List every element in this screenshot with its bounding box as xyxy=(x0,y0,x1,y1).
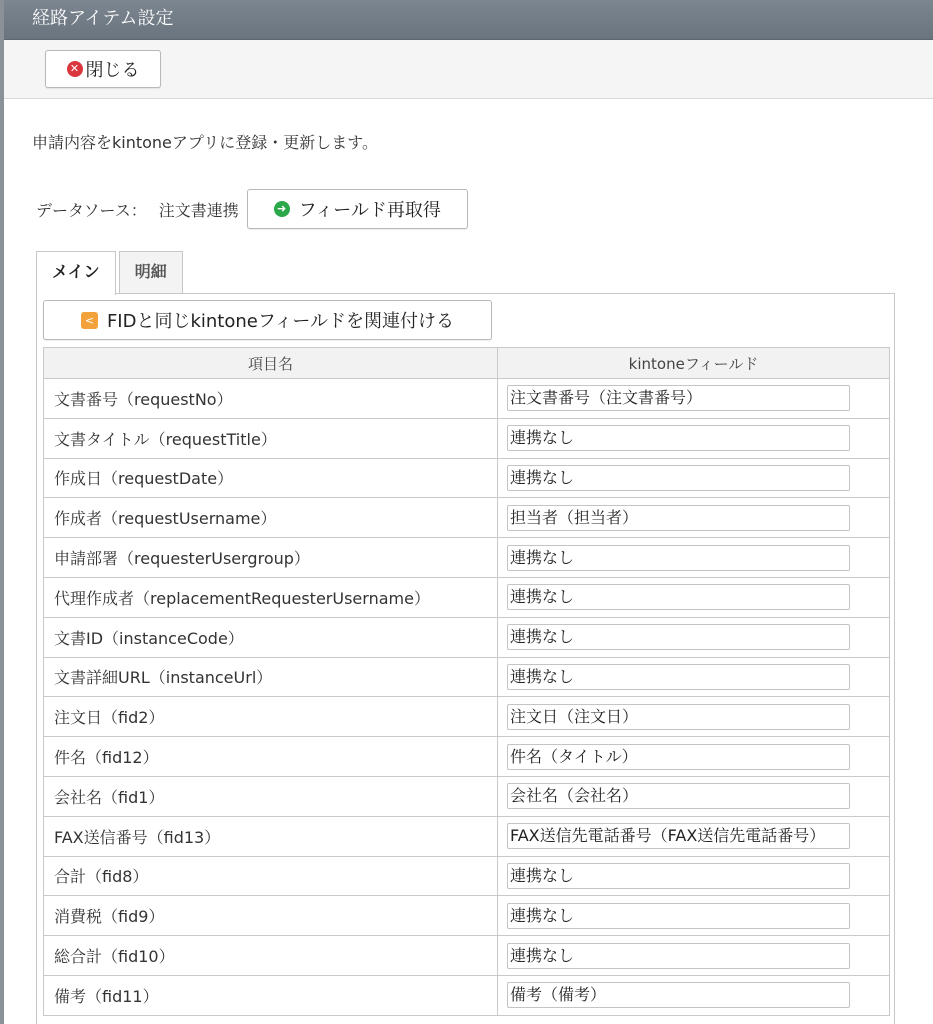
kintone-field-select[interactable]: 連携なし xyxy=(507,584,850,610)
close-button[interactable] xyxy=(45,50,161,88)
link-same-fid-button[interactable] xyxy=(43,300,492,340)
kintone-field-select[interactable]: FAX送信先電話番号（FAX送信先電話番号） xyxy=(507,823,850,849)
item-name-cell: 合計（fid8） xyxy=(44,856,498,896)
toolbar xyxy=(4,40,933,99)
table-row xyxy=(44,816,890,856)
kintone-field-cell xyxy=(498,936,890,976)
field-mapping-table xyxy=(43,347,890,1016)
kintone-field-select[interactable]: 連携なし xyxy=(507,903,850,929)
close-circle-icon: ✕ xyxy=(67,61,83,77)
datasource-label: データソース： xyxy=(36,200,147,220)
kintone-field-cell xyxy=(498,816,890,856)
kintone-field-select[interactable]: 注文日（注文日） xyxy=(507,704,850,730)
kintone-field-cell xyxy=(498,697,890,737)
item-name-cell: 申請部署（requesterUsergroup） xyxy=(44,538,498,578)
route-item-settings-dialog xyxy=(4,0,933,1024)
item-name-cell: 会社名（fid1） xyxy=(44,776,498,816)
table-row xyxy=(44,577,890,617)
kintone-field-cell xyxy=(498,856,890,896)
kintone-field-select[interactable]: 連携なし xyxy=(507,465,850,491)
item-name-cell: 作成日（requestDate） xyxy=(44,458,498,498)
kintone-field-select[interactable]: 連携なし xyxy=(507,624,850,650)
item-name-cell: 備考（fid11） xyxy=(44,975,498,1015)
share-icon: < xyxy=(81,312,98,329)
item-name-cell: 文書番号（requestNo） xyxy=(44,379,498,419)
table-row xyxy=(44,776,890,816)
item-name-cell: 作成者（requestUsername） xyxy=(44,498,498,538)
item-name-cell: 総合計（fid10） xyxy=(44,936,498,976)
table-row xyxy=(44,737,890,777)
table-row xyxy=(44,697,890,737)
table-row xyxy=(44,975,890,1015)
item-name-cell: 件名（fid12） xyxy=(44,737,498,777)
table-row xyxy=(44,379,890,419)
kintone-field-select[interactable]: 件名（タイトル） xyxy=(507,744,850,770)
table-row xyxy=(44,538,890,578)
kintone-field-select[interactable]: 連携なし xyxy=(507,664,850,690)
kintone-field-select[interactable]: 連携なし xyxy=(507,863,850,889)
item-name-cell: FAX送信番号（fid13） xyxy=(44,816,498,856)
kintone-field-select[interactable]: 連携なし xyxy=(507,545,850,571)
item-name-cell: 文書ID（instanceCode） xyxy=(44,617,498,657)
tab-main-label: メイン xyxy=(52,262,100,281)
kintone-field-cell xyxy=(498,657,890,697)
kintone-field-cell xyxy=(498,975,890,1015)
column-header-kintone-field: kintoneフィールド xyxy=(498,348,890,379)
kintone-field-cell xyxy=(498,577,890,617)
kintone-field-cell xyxy=(498,617,890,657)
kintone-field-select[interactable]: 会社名（会社名） xyxy=(507,783,850,809)
kintone-field-cell xyxy=(498,418,890,458)
kintone-field-select[interactable]: 備考（備考） xyxy=(507,982,850,1008)
table-row xyxy=(44,617,890,657)
table-row xyxy=(44,856,890,896)
tab-details[interactable] xyxy=(119,251,183,294)
kintone-field-cell xyxy=(498,538,890,578)
item-name-cell: 消費税（fid9） xyxy=(44,896,498,936)
table-row xyxy=(44,498,890,538)
table-body xyxy=(44,379,890,1016)
link-same-fid-label: FIDと同じkintoneフィールドを関連付ける xyxy=(106,311,455,332)
kintone-field-cell xyxy=(498,458,890,498)
item-name-cell: 文書タイトル（requestTitle） xyxy=(44,418,498,458)
column-header-item-name: 項目名 xyxy=(44,348,498,379)
table-row xyxy=(44,458,890,498)
item-name-cell: 注文日（fid2） xyxy=(44,697,498,737)
arrow-right-circle-icon: ➜ xyxy=(274,201,290,217)
tab-details-label: 明細 xyxy=(134,262,167,281)
table-row xyxy=(44,657,890,697)
kintone-field-select[interactable]: 連携なし xyxy=(507,425,850,451)
tab-main[interactable] xyxy=(36,251,116,295)
kintone-field-select[interactable]: 連携なし xyxy=(507,943,850,969)
table-row xyxy=(44,418,890,458)
description-text: 申請内容をkintoneアプリに登録・更新します。 xyxy=(32,133,378,152)
item-name-cell: 代理作成者（replacementRequesterUsername） xyxy=(44,577,498,617)
table-header-row xyxy=(44,348,890,379)
refetch-fields-button[interactable] xyxy=(247,189,468,229)
datasource-value: 注文書連携 xyxy=(158,200,239,220)
kintone-field-cell xyxy=(498,776,890,816)
datasource-row xyxy=(36,188,468,230)
kintone-field-cell xyxy=(498,498,890,538)
item-name-cell: 文書詳細URL（instanceUrl） xyxy=(44,657,498,697)
tab-bar xyxy=(36,251,186,294)
table-row xyxy=(44,896,890,936)
kintone-field-select[interactable]: 担当者（担当者） xyxy=(507,505,850,531)
close-button-label: 閉じる xyxy=(85,60,140,81)
table-row xyxy=(44,936,890,976)
dialog-title: 経路アイテム設定 xyxy=(4,0,933,40)
kintone-field-cell xyxy=(498,737,890,777)
tab-panel-main xyxy=(36,293,895,1024)
kintone-field-cell xyxy=(498,379,890,419)
refetch-fields-label: フィールド再取得 xyxy=(298,200,441,221)
kintone-field-select[interactable]: 注文書番号（注文書番号） xyxy=(507,385,850,411)
kintone-field-cell xyxy=(498,896,890,936)
